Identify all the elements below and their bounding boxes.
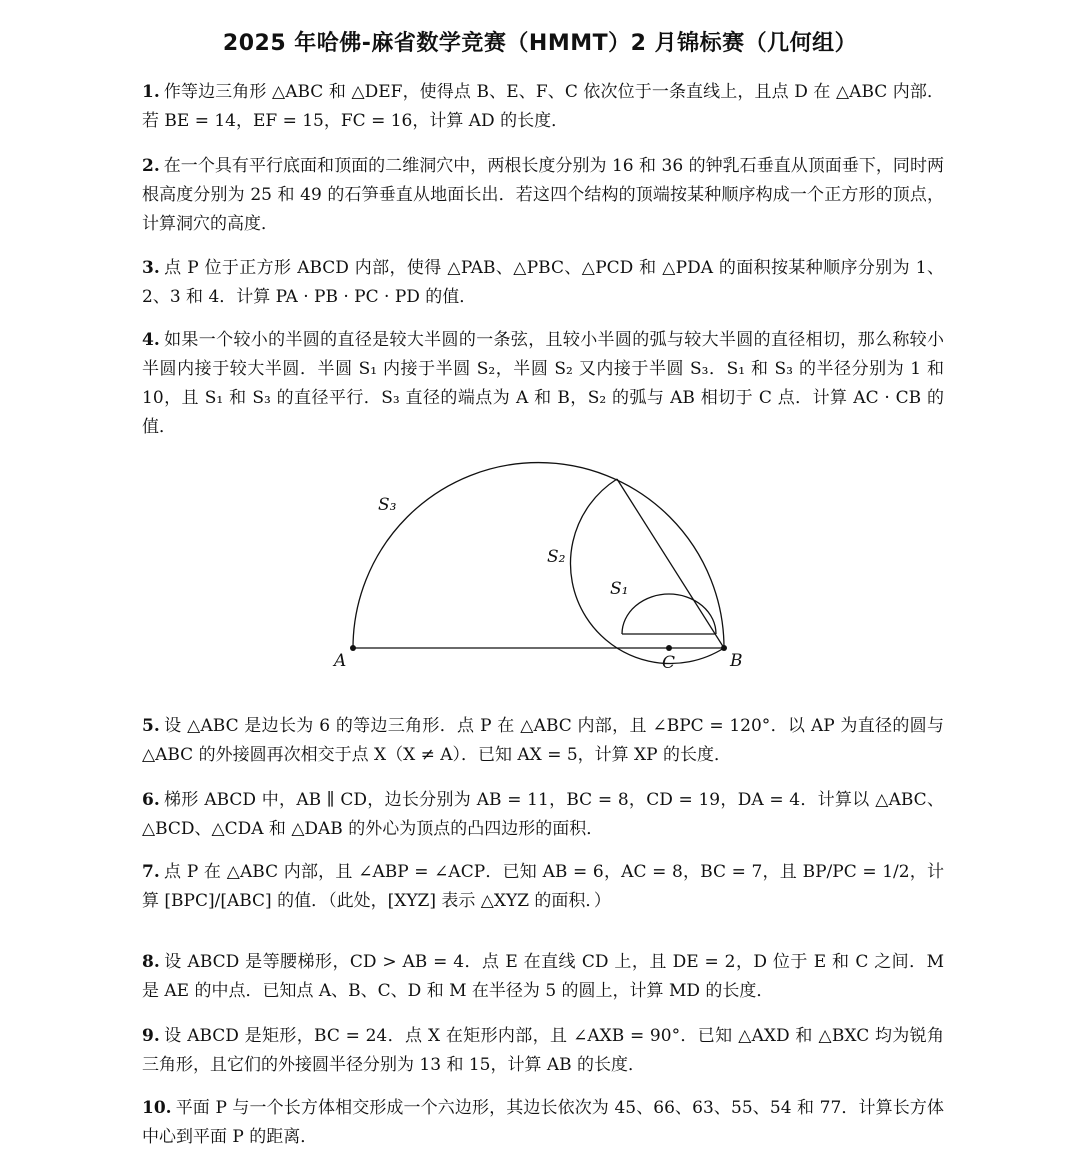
problem-text: 在一个具有平行底面和顶面的二维洞穴中，两根长度分别为 16 和 36 的钟乳石垂直从顶面垂下，同时两根高度分别为 25 和 49 的石笋垂直从地面长出．若这四个结构的顶端按某种顺序构成一个正方形的顶点，计算洞穴的高度． bbox=[142, 156, 944, 234]
semicircle-s3 bbox=[353, 463, 724, 648]
problem-3 bbox=[142, 254, 944, 312]
problem-8 bbox=[142, 948, 944, 1006]
problem-text: 作等边三角形 △ABC 和 △DEF，使得点 B、E、F、C 依次位于一条直线上，且点 D 在 △ABC 内部．若 BE = 14，EF = 15，FC = 16，计算 AD 的长度． bbox=[142, 82, 944, 131]
problem-number: 10. bbox=[142, 1098, 172, 1118]
label-a: A bbox=[334, 651, 347, 671]
problem-5 bbox=[142, 712, 944, 770]
problem-7 bbox=[142, 858, 944, 916]
problem-text: 设 ABCD 是矩形，BC = 24．点 X 在矩形内部，且 ∠AXB = 90°．已知 △AXD 和 △BXC 均为锐角三角形，且它们的外接圆半径分别为 13 和 15，计算 AB 的长度． bbox=[142, 1026, 944, 1075]
problem-text: 设 ABCD 是等腰梯形，CD > AB = 4．点 E 在直线 CD 上，且 DE = 2，D 位于 E 和 C 之间．M 是 AE 的中点．已知点 A、B、C、D 和 M 在半径为 5 的圆上，计算 MD 的长度． bbox=[142, 952, 944, 1001]
problem-number: 7. bbox=[142, 862, 160, 882]
problem-text: 梯形 ABCD 中，AB ∥ CD，边长分别为 AB = 11，BC = 8，CD = 19，DA = 4．计算以 △ABC、△BCD、△CDA 和 △DAB 的外心为顶点的凸四边形的面积． bbox=[142, 790, 944, 839]
problem-number: 9. bbox=[142, 1026, 160, 1046]
problem-2 bbox=[142, 152, 944, 239]
problem-9 bbox=[142, 1022, 944, 1080]
point-b bbox=[721, 645, 727, 651]
point-c bbox=[666, 645, 672, 651]
problem-1 bbox=[142, 78, 944, 136]
problem-10 bbox=[142, 1094, 944, 1152]
label-s2: S₂ bbox=[547, 547, 566, 567]
problem-number: 3. bbox=[142, 258, 160, 278]
problem-number: 5. bbox=[142, 716, 160, 736]
label-s1: S₁ bbox=[610, 579, 629, 599]
problem-number: 2. bbox=[142, 156, 160, 176]
problem-number: 4. bbox=[142, 330, 160, 350]
semicircle-s2 bbox=[570, 479, 724, 664]
problem-text: 点 P 位于正方形 ABCD 内部，使得 △PAB、△PBC、△PCD 和 △PDA 的面积按某种顺序分别为 1、2、3 和 4．计算 PA · PB · PC · PD 的值． bbox=[142, 258, 944, 307]
problem-text: 点 P 在 △ABC 内部，且 ∠ABP = ∠ACP．已知 AB = 6，AC = 8，BC = 7，且 BP/PC = 1/2，计算 [BPC]/[ABC] 的值．（此处，[XYZ] 表示 △XYZ 的面积．） bbox=[142, 862, 944, 911]
problem-number: 8. bbox=[142, 952, 160, 972]
problem-text: 设 △ABC 是边长为 6 的等边三角形．点 P 在 △ABC 内部，且 ∠BPC = 120°．以 AP 为直径的圆与 △ABC 的外接圆再次相交于点 X（X ≠ A）．已知 AX = 5，计算 XP 的长度． bbox=[142, 716, 944, 765]
problem-4 bbox=[142, 326, 944, 442]
point-a bbox=[350, 645, 356, 651]
label-c: C bbox=[662, 653, 676, 673]
label-s3: S₃ bbox=[378, 495, 397, 515]
problem-6 bbox=[142, 786, 944, 844]
problem-text: 平面 P 与一个长方体相交形成一个六边形，其边长依次为 45、66、63、55、54 和 77．计算长方体中心到平面 P 的距离． bbox=[142, 1098, 944, 1147]
chord-s2-diameter bbox=[617, 479, 724, 648]
problem-number: 1. bbox=[142, 82, 160, 102]
problem-number: 6. bbox=[142, 790, 160, 810]
problem-text: 如果一个较小的半圆的直径是较大半圆的一条弦，且较小半圆的弧与较大半圆的直径相切，那么称较小半圆内接于较大半圆．半圆 S₁ 内接于半圆 S₂，半圆 S₂ 又内接于半圆 S₃．S₁ 和 S₃ 的半径分别为 1 和 10，且 S₁ 和 S₃ 的直径平行．S₃ 直径的端点为 A 和 B，S₂ 的弧与 AB 相切于 C 点．计算 AC · CB 的值． bbox=[142, 330, 944, 437]
semicircle-figure bbox=[320, 442, 780, 682]
label-b: B bbox=[730, 651, 743, 671]
page-title: 2025 年哈佛-麻省数学竞赛（HMMT）2 月锦标赛（几何组） bbox=[222, 31, 858, 56]
